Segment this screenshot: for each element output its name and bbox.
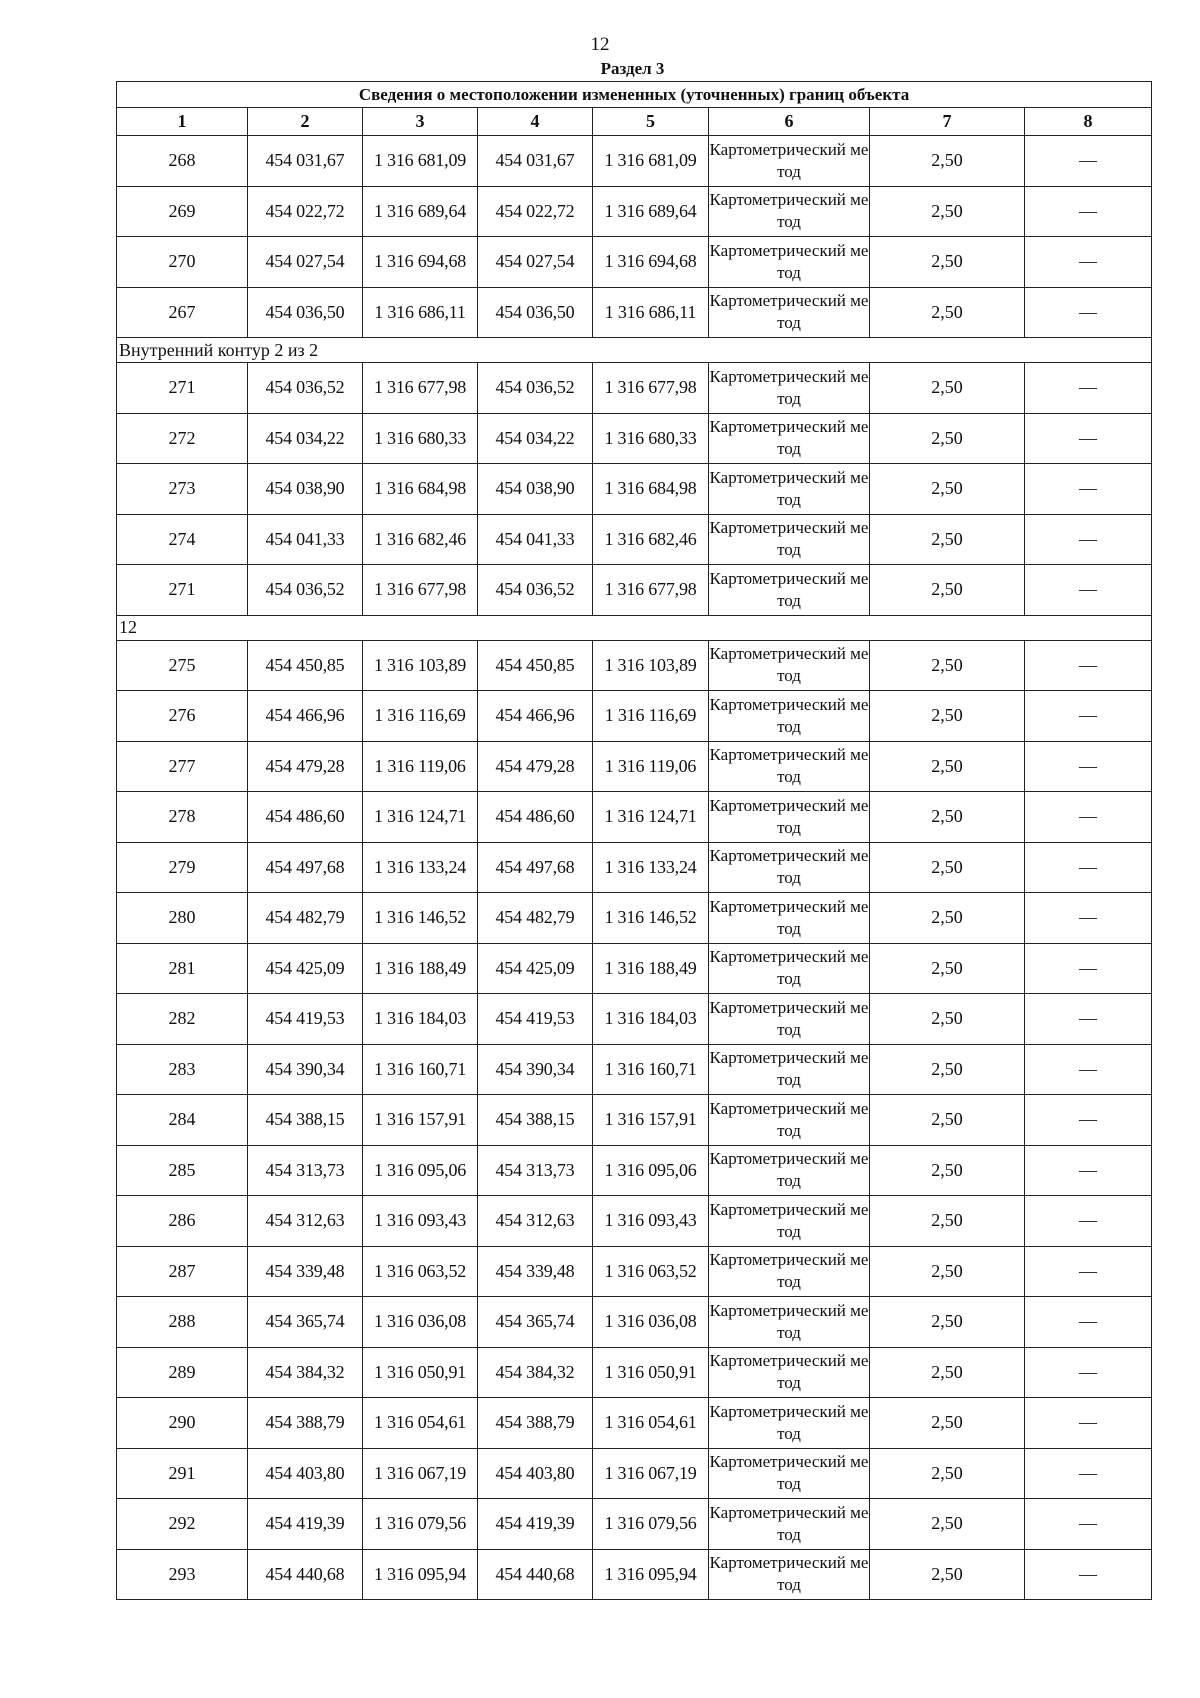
y-existing-cell: 1 316 054,61 [363, 1398, 478, 1449]
x-existing-cell: 454 440,68 [248, 1549, 363, 1600]
accuracy-cell: 2,50 [870, 237, 1025, 288]
column-number: 1 [117, 108, 248, 136]
y-existing-cell: 1 316 079,56 [363, 1499, 478, 1550]
y-refined-cell: 1 316 063,52 [593, 1246, 709, 1297]
note-cell: — [1025, 464, 1152, 515]
table-row [117, 237, 1152, 288]
column-number: 6 [709, 108, 870, 136]
note-cell: — [1025, 1145, 1152, 1196]
y-refined-cell: 1 316 677,98 [593, 363, 709, 414]
table-row [117, 691, 1152, 742]
y-existing-cell: 1 316 116,69 [363, 691, 478, 742]
column-number: 5 [593, 108, 709, 136]
section-title: Раздел 3 [600, 59, 665, 78]
table-row [117, 994, 1152, 1045]
note-cell: — [1025, 287, 1152, 338]
point-number-cell: 293 [117, 1549, 248, 1600]
x-existing-cell: 454 419,39 [248, 1499, 363, 1550]
y-existing-cell: 1 316 686,11 [363, 287, 478, 338]
accuracy-cell: 2,50 [870, 413, 1025, 464]
y-existing-cell: 1 316 694,68 [363, 237, 478, 288]
x-refined-cell: 454 486,60 [478, 792, 593, 843]
boundary-coordinates-table [116, 81, 1152, 1600]
y-existing-cell: 1 316 103,89 [363, 640, 478, 691]
x-refined-cell: 454 036,52 [478, 363, 593, 414]
y-refined-cell: 1 316 050,91 [593, 1347, 709, 1398]
method-cell: Картометрический метод [709, 1297, 870, 1348]
x-existing-cell: 454 419,53 [248, 994, 363, 1045]
x-refined-cell: 454 312,63 [478, 1196, 593, 1247]
table-body [117, 136, 1152, 1600]
method-cell: Картометрический метод [709, 640, 870, 691]
table-row [117, 1297, 1152, 1348]
point-number-cell: 281 [117, 943, 248, 994]
y-existing-cell: 1 316 682,46 [363, 514, 478, 565]
table-row [117, 1398, 1152, 1449]
accuracy-cell: 2,50 [870, 741, 1025, 792]
page-number: 12 [590, 34, 610, 55]
table-row [117, 1095, 1152, 1146]
note-cell: — [1025, 1398, 1152, 1449]
y-refined-cell: 1 316 157,91 [593, 1095, 709, 1146]
method-cell: Картометрический метод [709, 1196, 870, 1247]
x-existing-cell: 454 036,50 [248, 287, 363, 338]
x-refined-cell: 454 466,96 [478, 691, 593, 742]
note-cell: — [1025, 237, 1152, 288]
method-cell: Картометрический метод [709, 186, 870, 237]
table-row [117, 1347, 1152, 1398]
x-refined-cell: 454 482,79 [478, 893, 593, 944]
y-existing-cell: 1 316 119,06 [363, 741, 478, 792]
y-existing-cell: 1 316 093,43 [363, 1196, 478, 1247]
method-cell: Картометрический метод [709, 1398, 870, 1449]
x-existing-cell: 454 038,90 [248, 464, 363, 515]
method-cell: Картометрический метод [709, 741, 870, 792]
y-existing-cell: 1 316 677,98 [363, 363, 478, 414]
method-cell: Картометрический метод [709, 1145, 870, 1196]
point-number-cell: 287 [117, 1246, 248, 1297]
x-refined-cell: 454 036,50 [478, 287, 593, 338]
y-refined-cell: 1 316 079,56 [593, 1499, 709, 1550]
table-row [117, 565, 1152, 616]
accuracy-cell: 2,50 [870, 363, 1025, 414]
point-number-cell: 267 [117, 287, 248, 338]
method-cell: Картометрический метод [709, 842, 870, 893]
method-cell: Картометрический метод [709, 136, 870, 187]
accuracy-cell: 2,50 [870, 994, 1025, 1045]
x-existing-cell: 454 034,22 [248, 413, 363, 464]
note-cell: — [1025, 1095, 1152, 1146]
y-existing-cell: 1 316 146,52 [363, 893, 478, 944]
column-number: 8 [1025, 108, 1152, 136]
y-existing-cell: 1 316 063,52 [363, 1246, 478, 1297]
column-number: 3 [363, 108, 478, 136]
y-existing-cell: 1 316 124,71 [363, 792, 478, 843]
table-row [117, 136, 1152, 187]
point-number-cell: 270 [117, 237, 248, 288]
contour-group-row [117, 615, 1152, 640]
accuracy-cell: 2,50 [870, 514, 1025, 565]
point-number-cell: 271 [117, 565, 248, 616]
accuracy-cell: 2,50 [870, 1095, 1025, 1146]
y-refined-cell: 1 316 160,71 [593, 1044, 709, 1095]
x-refined-cell: 454 425,09 [478, 943, 593, 994]
point-number-cell: 273 [117, 464, 248, 515]
note-cell: — [1025, 1499, 1152, 1550]
x-existing-cell: 454 041,33 [248, 514, 363, 565]
table-row [117, 792, 1152, 843]
y-refined-cell: 1 316 681,09 [593, 136, 709, 187]
note-cell: — [1025, 1246, 1152, 1297]
method-cell: Картометрический метод [709, 237, 870, 288]
y-refined-cell: 1 316 694,68 [593, 237, 709, 288]
y-existing-cell: 1 316 188,49 [363, 943, 478, 994]
point-number-cell: 289 [117, 1347, 248, 1398]
x-existing-cell: 454 482,79 [248, 893, 363, 944]
x-existing-cell: 454 036,52 [248, 363, 363, 414]
table-row [117, 363, 1152, 414]
x-refined-cell: 454 388,79 [478, 1398, 593, 1449]
y-refined-cell: 1 316 093,43 [593, 1196, 709, 1247]
x-existing-cell: 454 031,67 [248, 136, 363, 187]
x-refined-cell: 454 022,72 [478, 186, 593, 237]
point-number-cell: 269 [117, 186, 248, 237]
accuracy-cell: 2,50 [870, 1549, 1025, 1600]
y-existing-cell: 1 316 681,09 [363, 136, 478, 187]
note-cell: — [1025, 1196, 1152, 1247]
y-refined-cell: 1 316 682,46 [593, 514, 709, 565]
x-existing-cell: 454 312,63 [248, 1196, 363, 1247]
x-existing-cell: 454 403,80 [248, 1448, 363, 1499]
y-refined-cell: 1 316 184,03 [593, 994, 709, 1045]
accuracy-cell: 2,50 [870, 1145, 1025, 1196]
y-refined-cell: 1 316 036,08 [593, 1297, 709, 1348]
note-cell: — [1025, 1448, 1152, 1499]
method-cell: Картометрический метод [709, 994, 870, 1045]
x-refined-cell: 454 384,32 [478, 1347, 593, 1398]
x-refined-cell: 454 450,85 [478, 640, 593, 691]
method-cell: Картометрический метод [709, 691, 870, 742]
point-number-cell: 279 [117, 842, 248, 893]
method-cell: Картометрический метод [709, 363, 870, 414]
point-number-cell: 283 [117, 1044, 248, 1095]
contour-label: Внутренний контур 2 из 2 [117, 338, 1152, 363]
y-existing-cell: 1 316 689,64 [363, 186, 478, 237]
accuracy-cell: 2,50 [870, 287, 1025, 338]
x-existing-cell: 454 497,68 [248, 842, 363, 893]
method-cell: Картометрический метод [709, 792, 870, 843]
note-cell: — [1025, 1347, 1152, 1398]
point-number-cell: 285 [117, 1145, 248, 1196]
note-cell: — [1025, 691, 1152, 742]
accuracy-cell: 2,50 [870, 792, 1025, 843]
note-cell: — [1025, 994, 1152, 1045]
x-refined-cell: 454 388,15 [478, 1095, 593, 1146]
x-refined-cell: 454 031,67 [478, 136, 593, 187]
accuracy-cell: 2,50 [870, 1347, 1025, 1398]
table-row [117, 741, 1152, 792]
accuracy-cell: 2,50 [870, 893, 1025, 944]
method-cell: Картометрический метод [709, 413, 870, 464]
accuracy-cell: 2,50 [870, 464, 1025, 515]
x-refined-cell: 454 041,33 [478, 514, 593, 565]
table-row [117, 1499, 1152, 1550]
accuracy-cell: 2,50 [870, 1398, 1025, 1449]
table-row [117, 1448, 1152, 1499]
x-existing-cell: 454 388,15 [248, 1095, 363, 1146]
note-cell: — [1025, 842, 1152, 893]
x-existing-cell: 454 450,85 [248, 640, 363, 691]
method-cell: Картометрический метод [709, 1044, 870, 1095]
accuracy-cell: 2,50 [870, 186, 1025, 237]
method-cell: Картометрический метод [709, 893, 870, 944]
table-row [117, 464, 1152, 515]
x-refined-cell: 454 390,34 [478, 1044, 593, 1095]
method-cell: Картометрический метод [709, 464, 870, 515]
x-refined-cell: 454 419,53 [478, 994, 593, 1045]
column-number-row [117, 108, 1152, 136]
method-cell: Картометрический метод [709, 1549, 870, 1600]
table-row [117, 1246, 1152, 1297]
x-refined-cell: 454 027,54 [478, 237, 593, 288]
y-refined-cell: 1 316 146,52 [593, 893, 709, 944]
method-cell: Картометрический метод [709, 565, 870, 616]
accuracy-cell: 2,50 [870, 1196, 1025, 1247]
method-cell: Картометрический метод [709, 287, 870, 338]
point-number-cell: 274 [117, 514, 248, 565]
note-cell: — [1025, 741, 1152, 792]
y-refined-cell: 1 316 133,24 [593, 842, 709, 893]
x-existing-cell: 454 466,96 [248, 691, 363, 742]
y-existing-cell: 1 316 095,06 [363, 1145, 478, 1196]
point-number-cell: 268 [117, 136, 248, 187]
method-cell: Картометрический метод [709, 1499, 870, 1550]
table-row [117, 1145, 1152, 1196]
table-row [117, 842, 1152, 893]
y-existing-cell: 1 316 160,71 [363, 1044, 478, 1095]
x-refined-cell: 454 403,80 [478, 1448, 593, 1499]
method-cell: Картометрический метод [709, 1095, 870, 1146]
y-existing-cell: 1 316 036,08 [363, 1297, 478, 1348]
y-existing-cell: 1 316 680,33 [363, 413, 478, 464]
table-caption-row [117, 82, 1152, 108]
x-existing-cell: 454 390,34 [248, 1044, 363, 1095]
accuracy-cell: 2,50 [870, 1448, 1025, 1499]
x-existing-cell: 454 486,60 [248, 792, 363, 843]
x-refined-cell: 454 479,28 [478, 741, 593, 792]
x-refined-cell: 454 419,39 [478, 1499, 593, 1550]
note-cell: — [1025, 413, 1152, 464]
point-number-cell: 272 [117, 413, 248, 464]
y-refined-cell: 1 316 188,49 [593, 943, 709, 994]
y-existing-cell: 1 316 157,91 [363, 1095, 478, 1146]
accuracy-cell: 2,50 [870, 136, 1025, 187]
note-cell: — [1025, 1297, 1152, 1348]
point-number-cell: 271 [117, 363, 248, 414]
x-refined-cell: 454 365,74 [478, 1297, 593, 1348]
contour-group-row [117, 338, 1152, 363]
x-existing-cell: 454 425,09 [248, 943, 363, 994]
accuracy-cell: 2,50 [870, 1499, 1025, 1550]
table-row [117, 1549, 1152, 1600]
x-existing-cell: 454 036,52 [248, 565, 363, 616]
note-cell: — [1025, 1549, 1152, 1600]
x-refined-cell: 454 313,73 [478, 1145, 593, 1196]
y-refined-cell: 1 316 686,11 [593, 287, 709, 338]
note-cell: — [1025, 893, 1152, 944]
y-existing-cell: 1 316 067,19 [363, 1448, 478, 1499]
x-existing-cell: 454 365,74 [248, 1297, 363, 1348]
y-existing-cell: 1 316 184,03 [363, 994, 478, 1045]
contour-label: 12 [117, 615, 1152, 640]
accuracy-cell: 2,50 [870, 1246, 1025, 1297]
point-number-cell: 275 [117, 640, 248, 691]
y-refined-cell: 1 316 689,64 [593, 186, 709, 237]
table-row [117, 1044, 1152, 1095]
note-cell: — [1025, 1044, 1152, 1095]
x-refined-cell: 454 440,68 [478, 1549, 593, 1600]
table-row [117, 287, 1152, 338]
y-refined-cell: 1 316 677,98 [593, 565, 709, 616]
x-existing-cell: 454 027,54 [248, 237, 363, 288]
y-existing-cell: 1 316 133,24 [363, 842, 478, 893]
y-refined-cell: 1 316 054,61 [593, 1398, 709, 1449]
point-number-cell: 280 [117, 893, 248, 944]
accuracy-cell: 2,50 [870, 1297, 1025, 1348]
x-refined-cell: 454 034,22 [478, 413, 593, 464]
point-number-cell: 292 [117, 1499, 248, 1550]
point-number-cell: 277 [117, 741, 248, 792]
point-number-cell: 276 [117, 691, 248, 742]
point-number-cell: 290 [117, 1398, 248, 1449]
table-caption: Сведения о местоположении измененных (уточненных) границ объекта [117, 82, 1152, 108]
note-cell: — [1025, 640, 1152, 691]
accuracy-cell: 2,50 [870, 691, 1025, 742]
note-cell: — [1025, 514, 1152, 565]
note-cell: — [1025, 136, 1152, 187]
method-cell: Картометрический метод [709, 943, 870, 994]
point-number-cell: 278 [117, 792, 248, 843]
accuracy-cell: 2,50 [870, 842, 1025, 893]
accuracy-cell: 2,50 [870, 943, 1025, 994]
y-refined-cell: 1 316 095,94 [593, 1549, 709, 1600]
table-row [117, 640, 1152, 691]
table-row [117, 1196, 1152, 1247]
x-existing-cell: 454 479,28 [248, 741, 363, 792]
column-number: 2 [248, 108, 363, 136]
point-number-cell: 288 [117, 1297, 248, 1348]
point-number-cell: 284 [117, 1095, 248, 1146]
y-refined-cell: 1 316 124,71 [593, 792, 709, 843]
table-row [117, 514, 1152, 565]
note-cell: — [1025, 565, 1152, 616]
table-row [117, 893, 1152, 944]
method-cell: Картометрический метод [709, 1448, 870, 1499]
y-existing-cell: 1 316 095,94 [363, 1549, 478, 1600]
method-cell: Картометрический метод [709, 514, 870, 565]
accuracy-cell: 2,50 [870, 640, 1025, 691]
column-number: 4 [478, 108, 593, 136]
column-number: 7 [870, 108, 1025, 136]
x-refined-cell: 454 497,68 [478, 842, 593, 893]
table-row [117, 943, 1152, 994]
point-number-cell: 282 [117, 994, 248, 1045]
y-refined-cell: 1 316 684,98 [593, 464, 709, 515]
note-cell: — [1025, 186, 1152, 237]
y-refined-cell: 1 316 119,06 [593, 741, 709, 792]
note-cell: — [1025, 792, 1152, 843]
note-cell: — [1025, 363, 1152, 414]
x-refined-cell: 454 036,52 [478, 565, 593, 616]
x-refined-cell: 454 339,48 [478, 1246, 593, 1297]
x-existing-cell: 454 313,73 [248, 1145, 363, 1196]
x-existing-cell: 454 022,72 [248, 186, 363, 237]
y-existing-cell: 1 316 050,91 [363, 1347, 478, 1398]
y-refined-cell: 1 316 103,89 [593, 640, 709, 691]
note-cell: — [1025, 943, 1152, 994]
method-cell: Картометрический метод [709, 1347, 870, 1398]
point-number-cell: 291 [117, 1448, 248, 1499]
y-existing-cell: 1 316 677,98 [363, 565, 478, 616]
table-row [117, 413, 1152, 464]
y-refined-cell: 1 316 680,33 [593, 413, 709, 464]
table-row [117, 186, 1152, 237]
x-refined-cell: 454 038,90 [478, 464, 593, 515]
method-cell: Картометрический метод [709, 1246, 870, 1297]
x-existing-cell: 454 384,32 [248, 1347, 363, 1398]
x-existing-cell: 454 388,79 [248, 1398, 363, 1449]
accuracy-cell: 2,50 [870, 1044, 1025, 1095]
y-existing-cell: 1 316 684,98 [363, 464, 478, 515]
point-number-cell: 286 [117, 1196, 248, 1247]
accuracy-cell: 2,50 [870, 565, 1025, 616]
y-refined-cell: 1 316 067,19 [593, 1448, 709, 1499]
y-refined-cell: 1 316 095,06 [593, 1145, 709, 1196]
x-existing-cell: 454 339,48 [248, 1246, 363, 1297]
y-refined-cell: 1 316 116,69 [593, 691, 709, 742]
